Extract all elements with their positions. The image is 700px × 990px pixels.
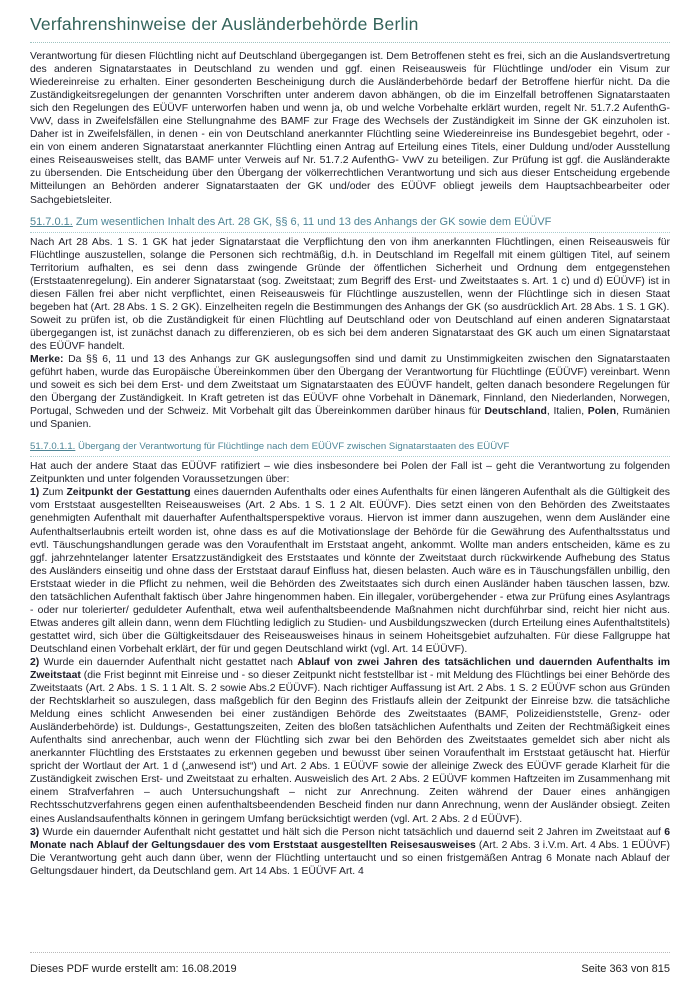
section-heading — [30, 440, 670, 457]
paragraph — [30, 656, 670, 826]
paragraph — [30, 50, 670, 207]
paragraph — [30, 353, 670, 431]
section-title: Übergang der Verantwortung für Flüchtlinge nach dem EÜÜVF zwischen Signatarstaaten des EÜÜVF — [75, 441, 510, 453]
bold-text: 6 Monate nach Ablauf der Geltungsdauer des vom Erststaat ausgestellten Reisesausweises — [30, 826, 670, 851]
footer-page-number: Seite 363 von 815 — [581, 963, 670, 975]
paragraph — [30, 460, 670, 486]
body-text: , Italien, — [546, 406, 588, 418]
section-number: 51.7.0.1.1. — [30, 441, 76, 453]
paragraph — [30, 486, 670, 656]
footer-created-date: Dieses PDF wurde erstellt am: 16.08.2019 — [30, 963, 237, 975]
bold-text: 2) — [30, 656, 40, 668]
body-text: Wurde ein dauernder Aufenthalt nicht gestattet nach — [39, 656, 298, 668]
paragraph — [30, 236, 670, 314]
document-body — [30, 50, 670, 878]
body-text: Da §§ 6, 11 und 13 des Anhangs zur GK auslegungsoffen sind und damit zu Unstimmigkeiten zwischen den Signatarstaaten geführt haben, wurde das Europäische Übereinkommen über den Übergang der Verantwortung für Flüchtlinge (EÜÜVF) vereinbart. Wenn und soweit es sich bei dem Erst- und dem Zweitstaat um Signatarstaaten des EÜÜVF handelt, gelten danach besondere Regelungen für den Übergang der Zuständigkeit. In Kraft getreten ist das EÜÜVF ohne Vorbehalt in Dänemark, Finnland, den Niederlanden, Norwegen, Portugal, Schweden und der Schweiz. Mit Vorbehalt gilt das Übereinkommen darüber hinaus für — [30, 353, 670, 418]
body-text: Soweit zu prüfen ist, ob die Zuständigkeit für einen Flüchtling auf Deutschland oder von Deutschland auf einen anderen Signatarstaat übergegangen ist, ist zunächst danach zu differenzieren, ob es sich bei dem anderen Signatarstaat des GK auch um einen Signatarstaat des EÜÜVF handelt. — [30, 314, 670, 352]
body-text: (die Frist beginnt mit Einreise und - so dieser Zeitpunkt nicht feststellbar ist - mit Meldung des Flüchtlings bei einer Behörde des Zweitstaats (Art. 2 Abs. 1 S. 1 1 Alt. S. 2 sowie Abs.2 EÜÜVF). Nach richtiger Auffassung ist Art. 2 Abs. 1 S. 2 EÜÜVF schon aus Gründen der Rechtsklarheit so auszulegen, dass maßgeblich für den Beginn des Fristlaufs allein der Zeitpunkt der Einreise bzw. die tatsächliche Meldung eines schlicht Anwesenden bei einer zuständigen Behörde des Zweitstaates (BAMF, Polizeidienststelle, Grenz- oder Ausländerbehörde) ist. Duldungs-, Gestattungszeiten, Zeiten des bloßen tatsächlichen Aufenthalts und Zeiten der Rechtmäßigkeit eines Aufenthalts sind anrechenbar, auch wenn der Flüchtling sich zwar bei den Behörden des Zweitstaates gemeldet sich aber nicht als anerkannter Flüchtling des Erststaates zu erkennen gegeben und bewusst über seinen Voraufenthalt im Erststaat getäuscht hat. Hierfür spricht der Wortlaut der Art. 1 d („anwesend ist“) und Art. 2 Abs. 1 EÜÜVF sowie der alleinige Zweck des EÜÜVF gerade Klarheit für die Zuständigkeit zwischen Erst- und Zweitstaat zu erhalten. Ausweislich des Art. 2 Abs. 2 EÜÜVF kommen Haftzeiten im Zusammenhang mit einem Strafverfahren – auch Untersuchungshaft – nicht zur Anrechnung. Zeiten während der Dauer eines anhängigen Rechtsschutzverfahrens gegen einen aufenthaltsbeendenden Bescheid finden nur dann Anrechnung, wenn der Ausländer obsiegt. Zeiten eines Auslandsaufenthalts können in geringem Umfang berücksichtigt werden (vgl. Art. 2 Abs. 2 d EÜÜVF). — [30, 670, 670, 825]
page-footer — [30, 952, 670, 975]
section-heading — [30, 216, 670, 233]
paragraph — [30, 314, 670, 353]
bold-text: Ablauf von zwei Jahren des tatsächlichen und dauernden Aufenthalts im Zweitstaat — [30, 656, 671, 682]
bold-text: Polen — [587, 406, 617, 418]
bold-text: Merke: — [30, 353, 64, 365]
bold-text: 1) — [30, 487, 40, 499]
body-text: Wurde ein dauernder Aufenthalt nicht gestattet und hält sich die Person nicht tatsächlich und dauernd seit 2 Jahren im Zweitstaat auf — [39, 826, 665, 838]
paragraph — [30, 826, 670, 878]
body-text: Hat auch der andere Staat das EÜÜVF ratifiziert – wie dies insbesondere bei Polen der Fall ist – geht die Verantwortung zu folgenden Zeitpunkten und unter folgenden Voraussetzungen über: — [30, 461, 670, 486]
body-text: Zum — [39, 487, 67, 499]
body-text: (Art. 2 Abs. 3 i.V.m. Art. 4 Abs. 1 EÜÜVF) Die Verantwortung geht auch dann über, wenn der Flüchtling untertaucht und so einen fristgemäßen Antrag 6 Monate nach Ablauf der Geltungsdauer hindert, da Deutschland gem. Art 14 Abs. 1 EÜÜVF Art. 4 — [30, 839, 670, 877]
body-text: Nach Art 28 Abs. 1 S. 1 GK hat jeder Signatarstaat die Verpflichtung den von ihm anerkannten Flüchtlingen, einen Reiseausweis für Flüchtlinge auszustellen, solange die Personen sich rechtmäßig, d.h. in Deutschland im Regelfall mit einem gültigen Titel, auf seinem Territorium aufhalten, es sei denn dass zwingende Gründe der öffentlichen Sicherheit und Ordnung dem entgegenstehen (Erststaatenregelung). Ein anderer Signatarstaat (sog. Zweitstaat; zum Begriff des Erst- und Zweitstaates s. Art. 1 c) und d) EÜÜVF) ist in diesen Fällen frei aber nicht verpflichtet, einen Reiseausweis für Flüchtlinge auszustellen, wenn der Flüchtlinge sich in diesen Staat begeben hat (Art. 28 Abs. 1 S. 2 GK). Einzelheiten regeln die Bestimmungen des Anhangs der GK (so ausdrücklich Art. 28 Abs. 1 S. 1 GK). — [30, 236, 670, 313]
body-text: eines dauernden Aufenthalts oder eines Aufenthalts für einen längeren Aufenthalt als die Gültigkeit des vom Erststaat ausgestellten Reiseausweises (Art. 2 Abs. 1 S. 1 2 Alt. EÜÜVF). Dies setzt einen von den Behörden des Zweitstaates genehmigten Aufenthalt mit dauerhafter Aufenthaltsperspektive voraus. Hiervon ist immer dann auszugehen, wenn dem Ausländer eine Aufenthaltserlaubnis erteilt worden ist, ohne dass es auf die Motivationslage der Behörde für die Gewährung des Aufenthaltsstatus und evtl. Täuschungshandlungen gerade was den Voraufenthalt im Erststaat angeht, ankommt. Wollte man anders entscheiden, käme es zu ggf. jahrzehntelanger latenter Ersatzzuständigkeit des Erststaates und könnte der Zweitstaat durch rückwirkende Aufhebung des Status des Ausländers einseitig und ohne dass der Erststaat darauf Einfluss hat, diesen belasten. Auch wäre es in Täuschungsfällen unbillig, den Erststaat wieder in die Pflicht zu nehmen, weil die Behörden des Zweitstaates sich durch einen Ausländer haben täuschen lassen, bzw. den tatsächlichen Aufenthalt faktisch über Jahre hingenommen haben. Ein illegaler, vorübergehender - etwa zur Prüfung eines Asylantrags - oder nur tolerierter/ geduldeter Aufenthalt, etwa weil aufenthaltsbeendende Maßnahmen nicht durchführbar sind, reicht hier nicht aus. Etwas anderes gilt allein dann, wenn dem Flüchtling lediglich zu Studien- und Ausbildungszwecken (durch Erteilung eines Aufenthaltstitels) gestattet wird, sich über die Gültigkeitsdauer des Reiseausweises hinaus in seinem Hoheitsgebiet aufzuhalten. Für diese Fallgruppe hat Deutschland einen Vorbehalt erklärt, der für und gegen Deutschland wirkt (vgl. Art. 14 EÜÜVF). — [30, 487, 670, 655]
body-text: , Rumänien und Spanien. — [30, 406, 670, 431]
bold-text: 3) — [30, 826, 40, 838]
bold-text: Deutschland — [484, 406, 547, 418]
document-title: Verfahrenshinweise der Ausländerbehörde Berlin — [30, 14, 670, 43]
section-title: Zum wesentlichen Inhalt des Art. 28 GK, §§ 6, 11 und 13 des Anhangs der GK sowie dem EÜÜVF — [72, 215, 552, 228]
body-text: Verantwortung für diesen Flüchtling nicht auf Deutschland übergegangen ist. Dem Betroffenen steht es frei, sich an die Auslandsvertretung des anderen Signatarstaates in Deutschland zu wenden und ggf. einen Reiseausweis für Flüchtlinge und/oder ein Visum zur Wiedereinreise zu erhalten. Einer gesonderten Bescheinigung durch die Ausländerbehörde bedarf der Betroffene hierfür nicht. Da die Zuständigkeitsregelungen der genannten Vorschriften unter anderem davon abhängen, ob die im Einzelfall betroffenen Signatarstaaten sich den Regelungen des EÜÜVF unterworfen haben und wenn ja, ob und welche Vorbehalte erklärt wurden, regelt Nr. 51.7.2 AufenthG- VwV, dass in Zweifelsfällen eine Stellungnahme des BAMF zur Frage des Wechsels der Zuständigkeit im Sinne der GK einzuholen ist. Daher ist in Zweifelsfällen, in denen - ein von Deutschland anerkannter Flüchtling seine Wiedereinreise ins Bundesgebiet begehrt, oder - ein von einem anderen Signatarstaat anerkannter Flüchtling einen Antrag auf Erteilung eines Titels, einer Duldung und/oder Ausstellung eines Reiseausweises stellt, das BAMF unter Verweis auf Nr. 51.7.2 AufenthG- VwV zu beteiligen. Zur Prüfung ist ggf. die Ausländerakte zu übersenden. Die Entscheidung über den Übergang der völkerrechtlichen Verantwortung und sich aus dieser Entscheidung ergebende Mitteilungen an Behörden anderer Signatarstaaten der GK und/oder des EÜÜVF obliegt jeweils dem Hauptsachbearbeiter oder Sachgebietsleiter. — [30, 51, 670, 206]
section-number: 51.7.0.1. — [30, 215, 73, 228]
bold-text: Zeitpunkt der Gestattung — [66, 487, 191, 499]
